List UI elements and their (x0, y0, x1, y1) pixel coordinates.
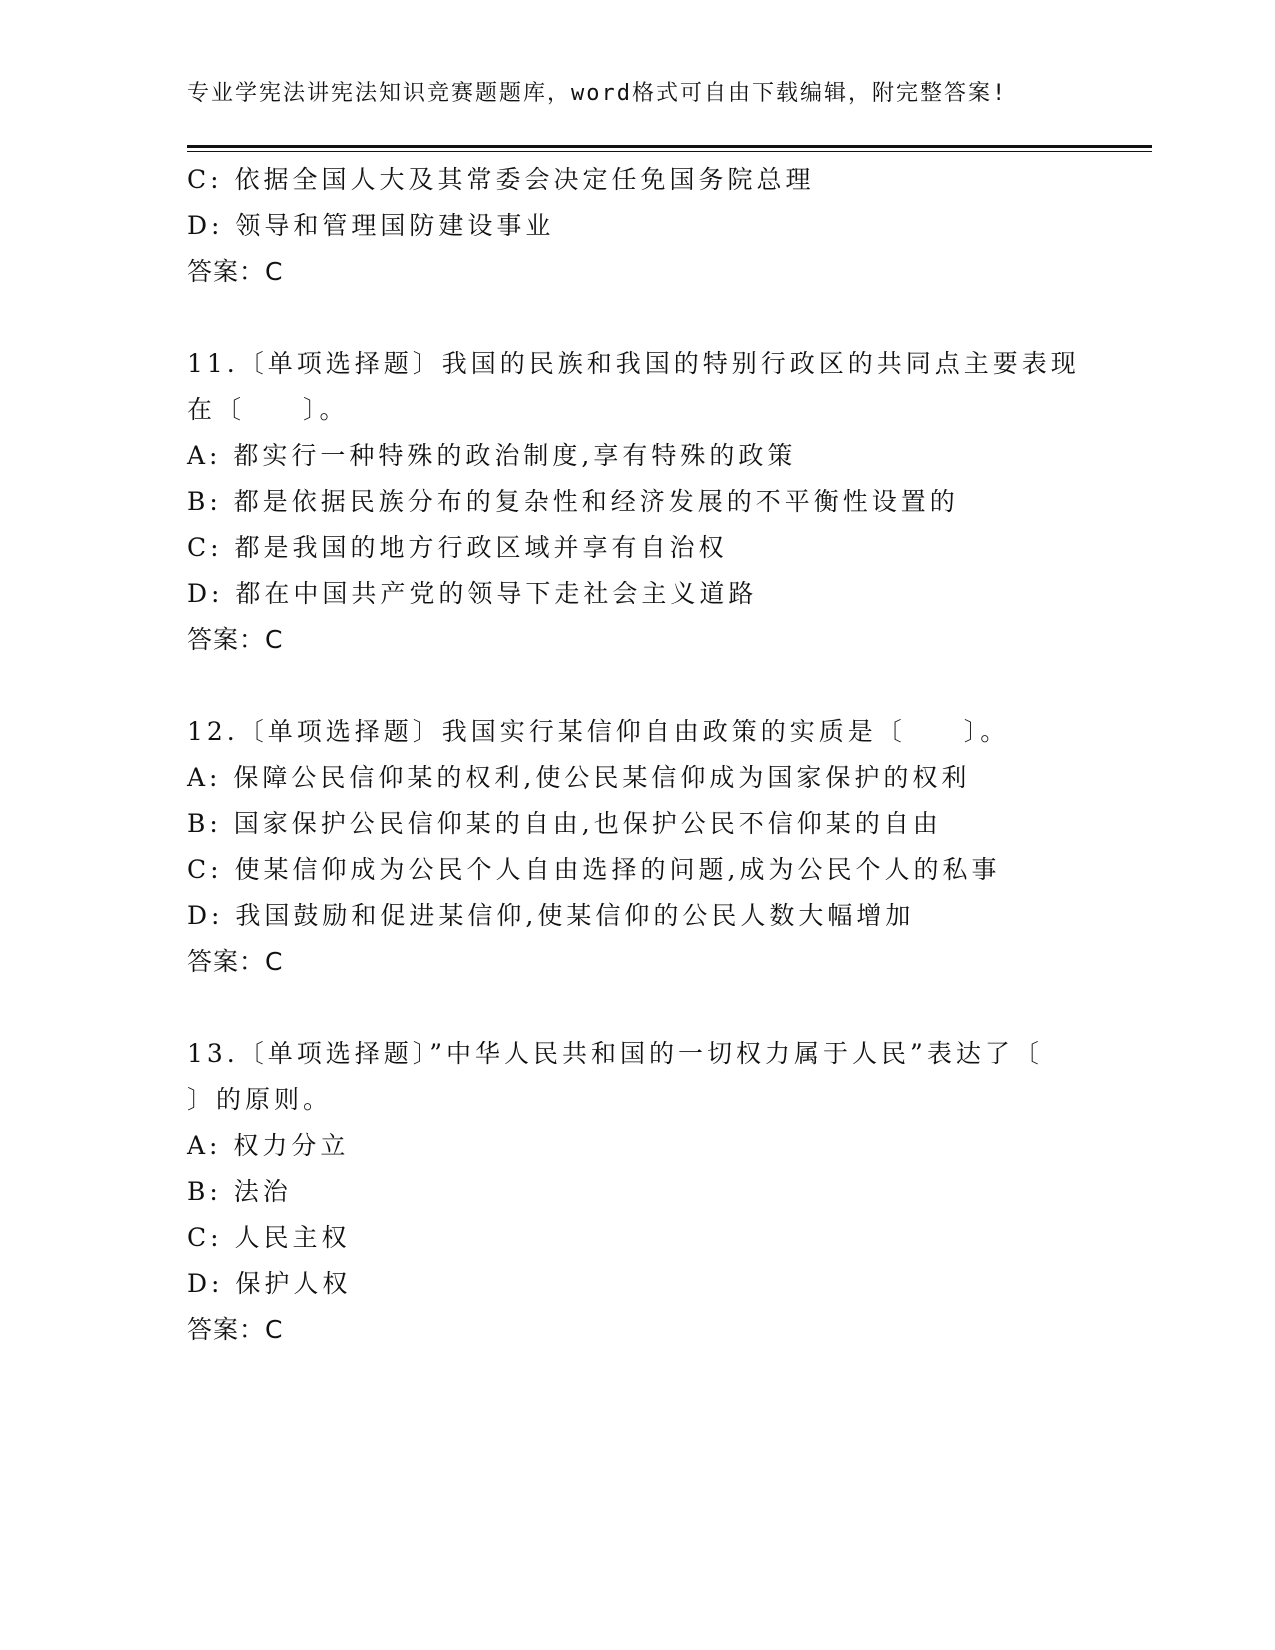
option-c: C: 使某信仰成为公民个人自由选择的问题,成为公民个人的私事 (187, 855, 1001, 884)
option-d: D: 我国鼓励和促进某信仰,使某信仰的公民人数大幅增加 (187, 901, 915, 930)
question-content (187, 157, 1087, 1353)
question-stem: 12.〔单项选择题〕我国实行某信仰自由政策的实质是〔 〕。 (187, 717, 1010, 746)
option-c: C: 都是我国的地方行政区域并享有自治权 (187, 533, 728, 562)
option-b: B: 法治 (187, 1177, 292, 1206)
question-stem-cont: 在〔 〕。 (187, 395, 349, 424)
option-a: A: 都实行一种特殊的政治制度,享有特殊的政策 (187, 441, 797, 470)
question-13 (187, 1031, 1087, 1353)
option-b: B: 国家保护公民信仰某的自由,也保护公民不信仰某的自由 (187, 809, 942, 838)
option-a: A: 权力分立 (187, 1131, 350, 1160)
question-12 (187, 709, 1087, 985)
header-rule-thin (187, 151, 1152, 152)
page-header: 专业学宪法讲宪法知识竞赛题题库，word格式可自由下载编辑，附完整答案! (187, 81, 1008, 106)
answer: 答案：C (187, 947, 284, 976)
option-a: A: 保障公民信仰某的权利,使公民某信仰成为国家保护的权利 (187, 763, 971, 792)
answer: 答案：C (187, 1315, 284, 1344)
question-stem-cont: 〕的原则。 (187, 1085, 333, 1114)
option-b: B: 都是依据民族分布的复杂性和经济发展的不平衡性设置的 (187, 487, 959, 516)
question-stem: 11.〔单项选择题〕我国的民族和我国的特别行政区的共同点主要表现 (187, 349, 1080, 378)
option-c: C: 依据全国人大及其常委会决定任免国务院总理 (187, 165, 815, 194)
option-d: D: 领导和管理国防建设事业 (187, 211, 555, 240)
answer: 答案：C (187, 625, 284, 654)
option-d: D: 保护人权 (187, 1269, 352, 1298)
answer: 答案：C (187, 257, 284, 286)
header-rule-thick (187, 145, 1152, 148)
question-10-tail (187, 157, 1087, 295)
spacer (187, 985, 1087, 1031)
spacer (187, 295, 1087, 341)
question-11 (187, 341, 1087, 663)
question-stem: 13.〔单项选择题〕”中华人民共和国的一切权力属于人民”表达了〔 (187, 1039, 1043, 1068)
option-c: C: 人民主权 (187, 1223, 351, 1252)
spacer (187, 663, 1087, 709)
option-d: D: 都在中国共产党的领导下走社会主义道路 (187, 579, 758, 608)
